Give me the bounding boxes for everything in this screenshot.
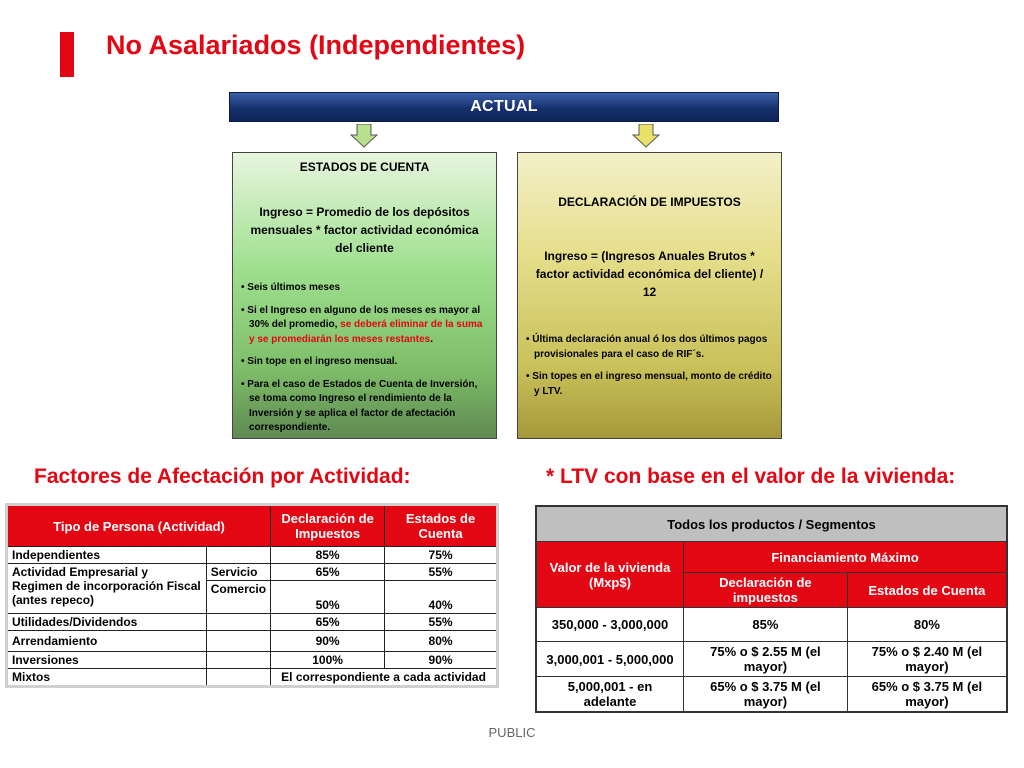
value-cell: 65%: [271, 564, 385, 581]
value-cell: 50%: [271, 581, 385, 614]
empty-cell: [206, 669, 270, 687]
table-row: [536, 642, 1007, 677]
empty-cell: [206, 631, 270, 652]
table-row: [7, 652, 498, 669]
table-row: [7, 614, 498, 631]
value-cell: 55%: [385, 614, 498, 631]
value-cell: 100%: [271, 652, 385, 669]
value-cell: 40%: [385, 581, 498, 614]
header-declaracion: Declaración de Impuestos: [271, 505, 385, 547]
factores-title: Factores de Afectación por Actividad:: [34, 465, 411, 488]
value-cell: 80%: [385, 631, 498, 652]
estados-bullet-2-end: .: [430, 333, 433, 345]
estados-bullet-2-highlight: se deberá eliminar de la suma y se promediarán los meses restantes: [249, 319, 483, 345]
value-cell: 75% o $ 2.40 M (el mayor): [847, 642, 1007, 677]
value-cell: 80%: [847, 608, 1007, 642]
header-todos-productos: Todos los productos / Segmentos: [536, 506, 1007, 542]
table-row: [7, 669, 498, 687]
table-row: [536, 677, 1007, 713]
estados-bullet-2-text: • Si el Ingreso en alguno de los meses es mayor al 30% del promedio,: [241, 304, 481, 330]
estados-formula: Ingreso = Promedio de los depósitos mensuales * factor actividad económica del cliente: [250, 205, 479, 255]
declaracion-formula: Ingreso = (Ingresos Anuales Brutos * factor actividad económica del cliente) / 12: [535, 249, 764, 299]
range-cell: 3,000,001 - 5,000,000: [536, 642, 684, 677]
range-cell: 350,000 - 3,000,000: [536, 608, 684, 642]
header-estados: Estados de Cuenta: [385, 505, 498, 547]
declaracion-de-impuestos-box: [517, 152, 782, 439]
value-cell: 65%: [271, 614, 385, 631]
table-row: [7, 631, 498, 652]
footer-classification: PUBLIC: [488, 725, 536, 740]
declaracion-bullet-2: • Sin topes en el ingreso mensual, monto de crédito y LTV.: [526, 371, 772, 397]
estados-header: ESTADOS DE CUENTA: [299, 160, 430, 174]
row-label: Mixtos: [7, 669, 207, 687]
row-label: Actividad Empresarial y Regimen de incorporación Fiscal (antes repeco): [7, 564, 207, 614]
title-accent-bar: [60, 32, 74, 77]
estados-bullet-3: • Sin tope en el ingreso mensual.: [241, 356, 398, 367]
estados-bullet-2: [241, 304, 490, 348]
value-cell: 85%: [271, 547, 385, 564]
empty-cell: [206, 547, 270, 564]
table-header-row: [536, 542, 1007, 573]
row-label: Inversiones: [7, 652, 207, 669]
header-declaracion-impuestos: Declaración de impuestos: [684, 573, 848, 608]
actual-banner: ACTUAL: [229, 92, 779, 122]
sub-label: Servicio: [206, 564, 270, 581]
estados-de-cuenta-box: [232, 152, 497, 439]
down-arrow-icon: [632, 124, 660, 148]
header-valor-vivienda: Valor de la vivienda (Mxp$): [536, 542, 684, 608]
table-header-row: [536, 506, 1007, 542]
value-cell: 75%: [385, 547, 498, 564]
table-row: [7, 547, 498, 564]
header-estados-cuenta: Estados de Cuenta: [847, 573, 1007, 608]
value-cell: 65% o $ 3.75 M (el mayor): [847, 677, 1007, 713]
declaracion-header: DECLARACIÓN DE IMPUESTOS: [558, 195, 741, 209]
value-cell: 85%: [684, 608, 848, 642]
row-label: Arrendamiento: [7, 631, 207, 652]
estados-bullet-4: • Para el caso de Estados de Cuenta de Inversión, se toma como Ingreso el rendimiento de la Inversión y se aplica el factor de afectación correspondiente.: [241, 378, 478, 433]
table-header-row: [7, 505, 498, 547]
declaracion-bullets: [526, 333, 775, 407]
page-title: No Asalariados (Independientes): [106, 30, 526, 60]
empty-cell: [206, 652, 270, 669]
ltv-title: * LTV con base en el valor de la vivienda:: [546, 465, 956, 488]
declaracion-bullet-1: • Última declaración anual ó los dos últimos pagos provisionales para el caso de RIF´s.: [526, 334, 768, 360]
sub-label: Comercio: [206, 581, 270, 614]
table-row: [7, 564, 498, 581]
factores-table: [5, 503, 499, 688]
value-cell: 90%: [385, 652, 498, 669]
table-row: [536, 608, 1007, 642]
header-tipo-persona: Tipo de Persona (Actividad): [7, 505, 271, 547]
value-cell: El correspondiente a cada actividad: [271, 669, 498, 687]
ltv-table: [535, 505, 1008, 713]
value-cell: 65% o $ 3.75 M (el mayor): [684, 677, 848, 713]
header-financiamiento: Financiamiento Máximo: [684, 542, 1008, 573]
estados-bullets: [241, 281, 490, 444]
value-cell: 55%: [385, 564, 498, 581]
row-label: Utilidades/Dividendos: [7, 614, 207, 631]
range-cell: 5,000,001 - en adelante: [536, 677, 684, 713]
row-label: Independientes: [7, 547, 207, 564]
value-cell: 75% o $ 2.55 M (el mayor): [684, 642, 848, 677]
empty-cell: [206, 614, 270, 631]
value-cell: 90%: [271, 631, 385, 652]
down-arrow-icon: [350, 124, 378, 148]
estados-bullet-1: • Seis últimos meses: [241, 282, 341, 293]
